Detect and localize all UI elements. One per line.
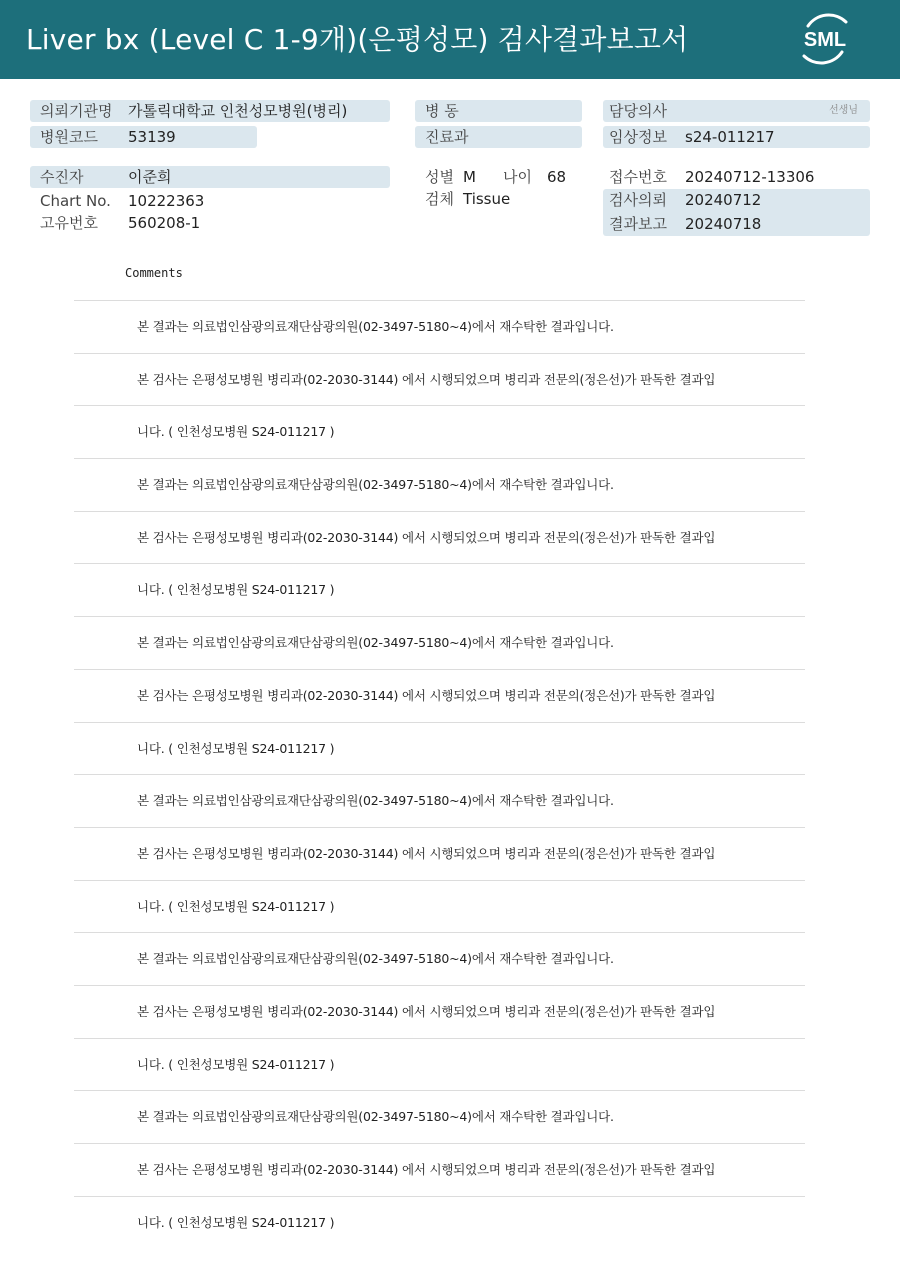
comment-line	[74, 1196, 805, 1249]
request-row	[603, 189, 870, 213]
comment-line	[74, 616, 805, 669]
clinical-info-row	[603, 126, 870, 148]
unique-no-value: 560208-1	[128, 214, 201, 232]
comment-line	[74, 563, 805, 616]
request-label: 검사의뢰	[609, 191, 667, 209]
comment-line	[74, 722, 805, 775]
clinical-info-value: s24-011217	[685, 128, 775, 146]
age-label: 나이	[503, 168, 532, 186]
comment-line	[74, 300, 805, 353]
report-header	[0, 0, 900, 79]
comment-text: 니다. ( 인천성모병원 S24-011217 )	[137, 1214, 335, 1230]
comment-line	[74, 880, 805, 933]
comment-line	[74, 1090, 805, 1143]
institution-value: 가톨릭대학교 인천성모병원(병리)	[128, 102, 348, 120]
comment-line	[74, 932, 805, 985]
comment-line	[74, 827, 805, 880]
comments-list	[74, 300, 805, 1248]
hospital-code-value: 53139	[128, 128, 176, 146]
comment-text: 본 결과는 의료법인삼광의료재단삼광의원(02-3497-5180~4)에서 재수탁한 결과입니다.	[137, 793, 614, 809]
institution-label: 의뢰기관명	[40, 102, 113, 120]
comment-text: 본 결과는 의료법인삼광의료재단삼광의원(02-3497-5180~4)에서 재수탁한 결과입니다.	[137, 319, 614, 334]
institution-row	[30, 100, 390, 122]
comment-text: 본 검사는 은평성모병원 병리과(02-2030-3144) 에서 시행되었으며 병리과 전문의(정은선)가 판독한 결과입	[137, 371, 716, 387]
comment-text: 본 결과는 의료법인삼광의료재단삼광의원(02-3497-5180~4)에서 재수탁한 결과입니다.	[137, 951, 614, 967]
reception-value: 20240712-13306	[685, 168, 815, 186]
unique-no-label: 고유번호	[40, 214, 98, 232]
comment-line	[74, 405, 805, 458]
comment-line	[74, 1143, 805, 1196]
comment-text: 본 검사는 은평성모병원 병리과(02-2030-3144) 에서 시행되었으며 병리과 전문의(정은선)가 판독한 결과입	[137, 845, 716, 861]
chart-no-row	[30, 190, 390, 212]
comment-line	[74, 985, 805, 1038]
comment-line	[74, 669, 805, 722]
doctor-suffix: 선생님	[829, 105, 858, 116]
comment-text: 본 결과는 의료법인삼광의료재단삼광의원(02-3497-5180~4)에서 재수탁한 결과입니다.	[137, 477, 614, 493]
patient-label: 수진자	[40, 168, 84, 186]
sex-age-row	[415, 166, 595, 188]
comments-label: Comments	[125, 266, 183, 280]
comment-text: 니다. ( 인천성모병원 S24-011217 )	[137, 898, 335, 914]
patient-value: 이준희	[128, 168, 172, 186]
comment-line	[74, 1038, 805, 1091]
request-value: 20240712	[685, 191, 762, 209]
comment-text: 본 검사는 은평성모병원 병리과(02-2030-3144) 에서 시행되었으며 병리과 전문의(정은선)가 판독한 결과입	[137, 1003, 716, 1019]
chart-no-value: 10222363	[128, 192, 205, 210]
department-row	[415, 126, 582, 148]
report-label: 결과보고	[609, 215, 667, 233]
sml-logo	[794, 8, 856, 70]
comment-text: 니다. ( 인천성모병원 S24-011217 )	[137, 582, 335, 598]
specimen-row	[415, 188, 595, 210]
report-value: 20240718	[685, 215, 762, 233]
specimen-label: 검체	[425, 190, 454, 208]
comment-text: 본 검사는 은평성모병원 병리과(02-2030-3144) 에서 시행되었으며 병리과 전문의(정은선)가 판독한 결과입	[137, 529, 716, 545]
patient-row	[30, 166, 390, 188]
unique-no-row	[30, 212, 390, 234]
clinical-info-label: 임상정보	[609, 128, 667, 146]
comment-text: 본 검사는 은평성모병원 병리과(02-2030-3144) 에서 시행되었으며 병리과 전문의(정은선)가 판독한 결과입	[137, 1162, 716, 1177]
ward-row	[415, 100, 582, 122]
comment-line	[74, 511, 805, 564]
department-label: 진료과	[425, 128, 469, 146]
sex-label: 성별	[425, 168, 454, 186]
comment-line	[74, 458, 805, 511]
age-value: 68	[547, 168, 567, 186]
report-row	[603, 213, 870, 236]
reception-row	[603, 166, 870, 188]
report-title: Liver bx (Level C 1-9개)(은평성모) 검사결과보고서	[26, 23, 689, 56]
sml-logo-text: SML	[803, 29, 847, 51]
sex-value: M	[463, 168, 476, 186]
reception-label: 접수번호	[609, 168, 667, 186]
ward-label: 병 동	[425, 102, 459, 120]
comment-text: 니다. ( 인천성모병원 S24-011217 )	[137, 740, 335, 756]
comment-line	[74, 774, 805, 827]
hospital-code-label: 병원코드	[40, 128, 98, 146]
doctor-row	[603, 100, 870, 122]
hospital-code-row	[30, 126, 257, 148]
doctor-label: 담당의사	[609, 102, 667, 120]
comment-text: 본 검사는 은평성모병원 병리과(02-2030-3144) 에서 시행되었으며 병리과 전문의(정은선)가 판독한 결과입	[137, 687, 716, 703]
chart-no-label: Chart No.	[40, 192, 111, 210]
comment-line	[74, 353, 805, 406]
comment-text: 본 결과는 의료법인삼광의료재단삼광의원(02-3497-5180~4)에서 재수탁한 결과입니다.	[137, 1109, 614, 1125]
comment-text: 니다. ( 인천성모병원 S24-011217 )	[137, 424, 335, 440]
comment-text: 니다. ( 인천성모병원 S24-011217 )	[137, 1056, 335, 1072]
specimen-value: Tissue	[463, 190, 511, 208]
comment-text: 본 결과는 의료법인삼광의료재단삼광의원(02-3497-5180~4)에서 재수탁한 결과입니다.	[137, 635, 614, 651]
